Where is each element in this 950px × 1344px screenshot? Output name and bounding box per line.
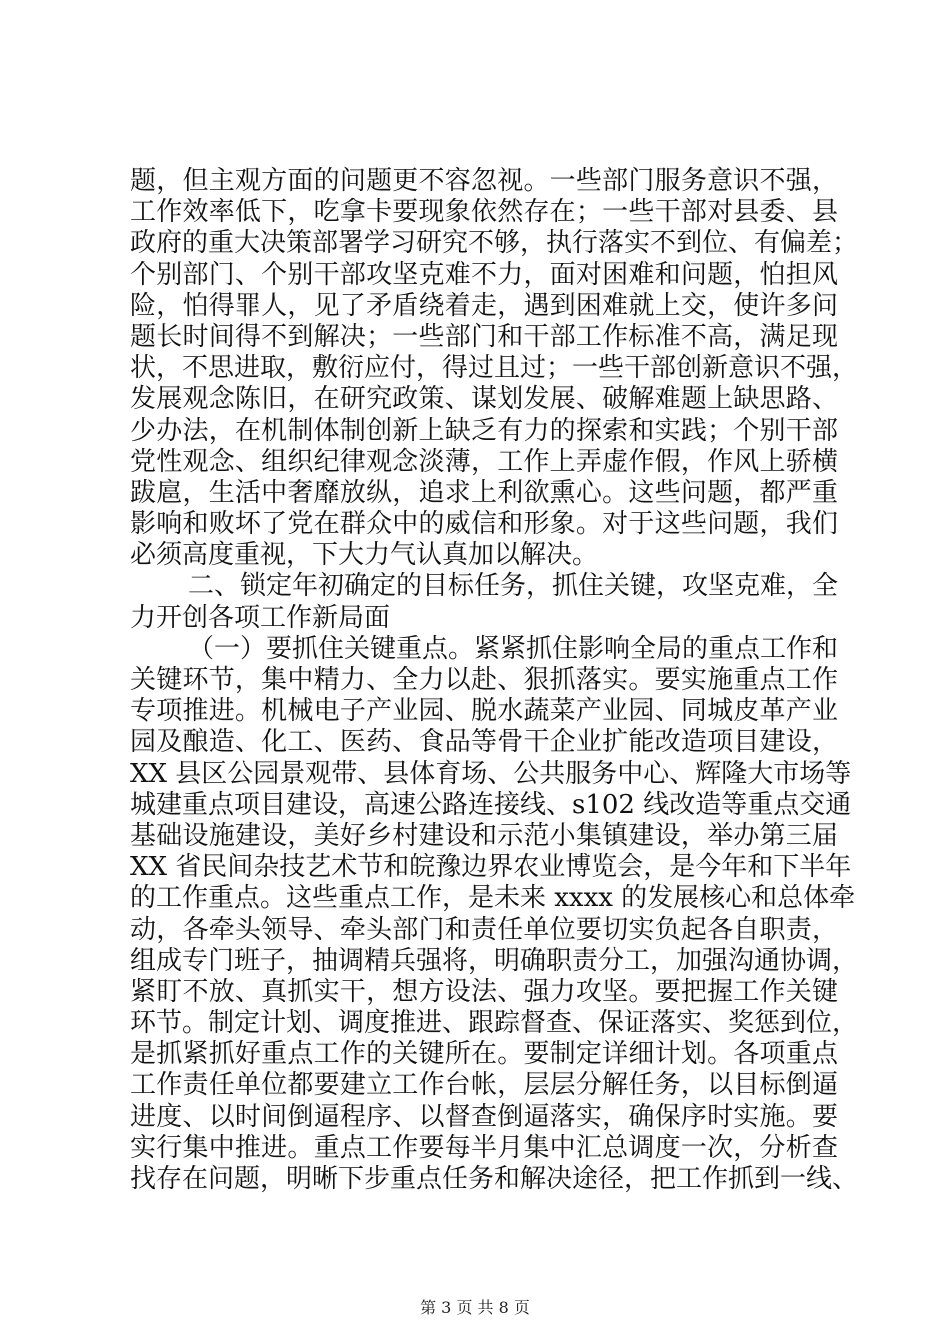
text-line: XX 省民间杂技艺术节和皖豫边界农业博览会，是今年和下半年 bbox=[130, 852, 852, 883]
text-line: 找存在问题，明晰下步重点任务和解决途径，把工作抓到一线、 bbox=[130, 1164, 859, 1194]
text-line: 跋扈，生活中奢靡放纵，追求上利欲熏心。这些问题，都严重 bbox=[130, 477, 838, 508]
page-footer: 第 3 页 共 8 页 bbox=[420, 1298, 530, 1317]
text-line: 组成专门班子，抽调精兵强将，明确职责分工，加强沟通协调， bbox=[130, 945, 859, 976]
text-line: 状，不思进取，敷衍应付，得过且过；一些干部创新意识不强， bbox=[130, 353, 859, 384]
text-line: XX 县区公园景观带、县体育场、公共服务中心、辉隆大市场等 bbox=[130, 758, 852, 789]
text-line: 的工作重点。这些重点工作，是未来 xxxx 的发展核心和总体牵 bbox=[130, 883, 856, 914]
text-line: 二、锁定年初确定的目标任务，抓住关键，攻坚克难，全 bbox=[188, 571, 839, 602]
text-line: 少办法，在机制体制创新上缺乏有力的探索和实践；个别干部 bbox=[130, 415, 838, 446]
text-line: 关键环节，集中精力、全力以赴、狠抓落实。要实施重点工作 bbox=[130, 665, 838, 695]
text-line: 是抓紧抓好重点工作的关键所在。要制定详细计划。各项重点 bbox=[130, 1039, 838, 1070]
document-body bbox=[130, 166, 859, 1195]
text-line: 动，各牵头领导、牵头部门和责任单位要切实负起各自职责， bbox=[130, 914, 838, 945]
text-line: 个别部门、个别干部攻坚克难不力，面对困难和问题，怕担风 bbox=[130, 259, 838, 290]
text-line: 基础设施建设，美好乡村建设和示范小集镇建设，举办第三届 bbox=[130, 820, 838, 851]
text-line: （一）要抓住关键重点。紧紧抓住影响全局的重点工作和 bbox=[188, 633, 839, 664]
text-line: 专项推进。机械电子产业园、脱水蔬菜产业园、同城皮革产业 bbox=[130, 696, 838, 727]
text-line: 必须高度重视，下大力气认真加以解决。 bbox=[130, 540, 599, 571]
text-line: 工作效率低下，吃拿卡要现象依然存在；一些干部对县委、县 bbox=[130, 197, 838, 228]
text-line: 力开创各项工作新局面 bbox=[130, 602, 391, 633]
text-line: 环节。制定计划、调度推进、跟踪督查、保证落实、奖惩到位， bbox=[130, 1008, 859, 1039]
text-line: 政府的重大决策部署学习研究不够，执行落实不到位、有偏差； bbox=[130, 228, 859, 259]
text-line: 发展观念陈旧，在研究政策、谋划发展、破解难题上缺思路、 bbox=[130, 384, 838, 415]
text-line: 紧盯不放、真抓实干，想方设法、强力攻坚。要把握工作关键 bbox=[130, 976, 838, 1007]
text-line: 题长时间得不到解决；一些部门和干部工作标准不高，满足现 bbox=[130, 321, 838, 352]
text-line: 险，怕得罪人，见了矛盾绕着走，遇到困难就上交，使许多问 bbox=[130, 290, 838, 321]
text-line: 题，但主观方面的问题更不容忽视。一些部门服务意识不强， bbox=[130, 166, 838, 196]
text-line: 党性观念、组织纪律观念淡薄，工作上弄虚作假，作风上骄横 bbox=[130, 446, 838, 477]
text-line: 园及酿造、化工、医药、食品等骨干企业扩能改造项目建设， bbox=[130, 727, 838, 758]
text-line: 实行集中推进。重点工作要每半月集中汇总调度一次，分析查 bbox=[130, 1132, 838, 1163]
text-line: 影响和败坏了党在群众中的威信和形象。对于这些问题，我们 bbox=[130, 509, 838, 540]
text-line: 工作责任单位都要建立工作台帐，层层分解任务，以目标倒逼 bbox=[130, 1070, 838, 1101]
text-line: 城建重点项目建设，高速公路连接线、s102 线改造等重点交通 bbox=[130, 789, 852, 820]
text-line: 进度、以时间倒逼程序、以督查倒逼落实，确保序时实施。要 bbox=[130, 1101, 838, 1132]
